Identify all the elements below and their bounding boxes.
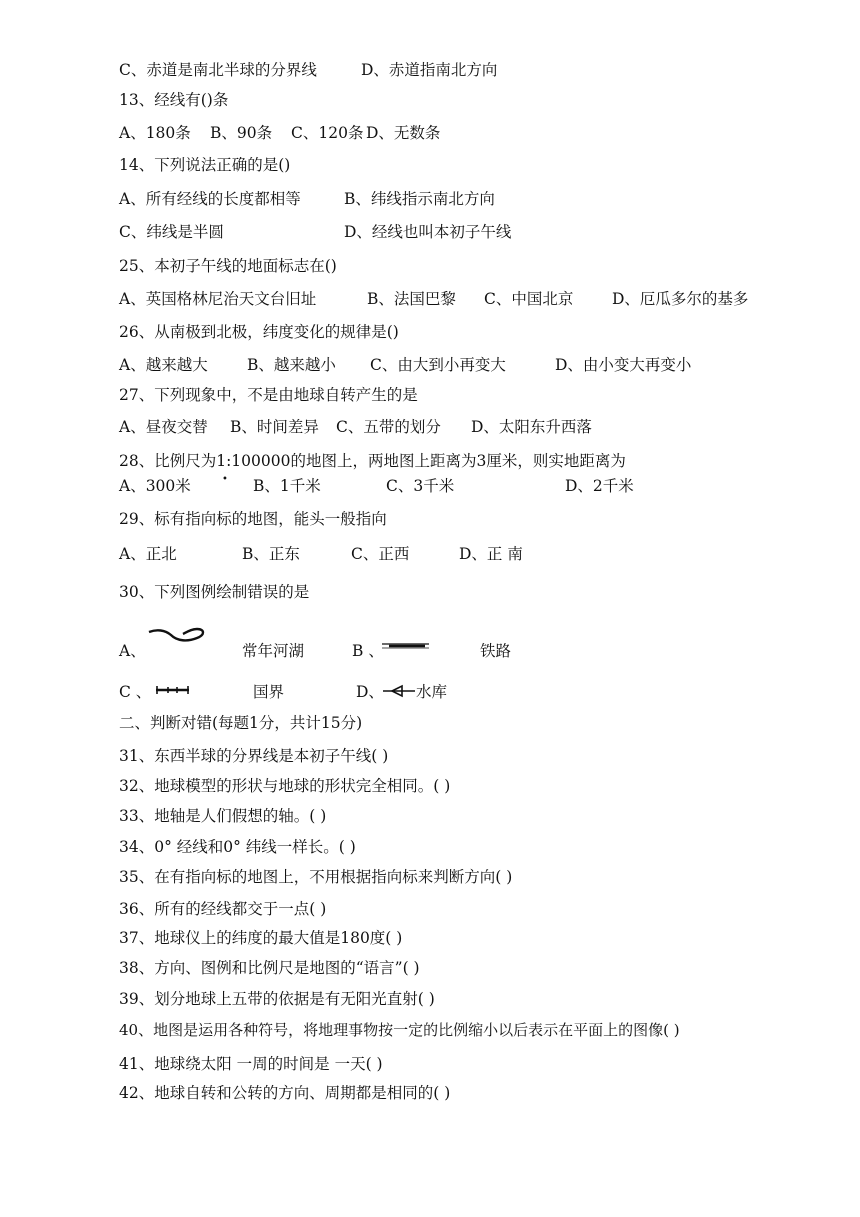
option-d: D、无数条 xyxy=(366,124,441,142)
question-38: 38、方向、图例和比例尺是地图的“语言”( ) xyxy=(119,959,420,977)
option-d: D、太阳东升西落 xyxy=(471,418,592,436)
section-2-heading: 二、判断对错(每题1分，共计15分) xyxy=(119,714,363,732)
option-c: C、五带的划分 xyxy=(336,418,441,436)
option-a: A、昼夜交替 xyxy=(119,418,208,436)
option-d: D、赤道指南北方向 xyxy=(361,61,498,79)
option-c: C、中国北京 xyxy=(484,290,574,308)
question-37: 37、地球仪上的纬度的最大值是180度( ) xyxy=(119,929,403,947)
option-d: D、经线也叫本初子午线 xyxy=(344,223,512,241)
option-b: B、法国巴黎 xyxy=(367,290,456,308)
question-27: 27、下列现象中，不是由地球自转产生的是 xyxy=(119,386,418,404)
option-c: C、正西 xyxy=(351,545,410,563)
railway-symbol-icon xyxy=(381,640,431,652)
question-41: 41、地球绕太阳 一周的时间是 一天( ) xyxy=(119,1055,383,1073)
option-c: C、120条 xyxy=(291,124,364,142)
option-a: A、正北 xyxy=(119,545,177,563)
question-26: 26、从南极到北极，纬度变化的规律是() xyxy=(119,323,399,341)
option-a: A、越来越大 xyxy=(119,356,208,374)
border-symbol-icon xyxy=(155,684,191,696)
option-d: D、2千米 xyxy=(565,477,634,495)
option-d: D、正 南 xyxy=(459,545,523,563)
reservoir-symbol-icon xyxy=(382,684,416,698)
option-b: B、越来越小 xyxy=(247,356,336,374)
option-c: C、由大到小再变大 xyxy=(370,356,506,374)
option-c: C、纬线是半圆 xyxy=(119,223,224,241)
option-d: D、由小变大再变小 xyxy=(555,356,692,374)
option-b: B、1千米 xyxy=(253,477,321,495)
option-c: C、3千米 xyxy=(386,477,455,495)
question-28: 28、比例尺为1:100000的地图上，两地图上距离为3厘米，则实地距离为 xyxy=(119,452,626,470)
question-32: 32、地球模型的形状与地球的形状完全相同。( ) xyxy=(119,777,451,795)
legend-label-railway: 铁路 xyxy=(480,642,512,660)
option-b: B、纬线指示南北方向 xyxy=(344,190,495,208)
option-a: A、所有经线的长度都相等 xyxy=(119,190,301,208)
option-b: B、正东 xyxy=(242,545,300,563)
option-a: A、180条 xyxy=(119,124,191,142)
option-a: A、英国格林尼治天文台旧址 xyxy=(119,290,317,308)
option-c-letter: C 、 xyxy=(119,683,152,701)
question-35: 35、在有指向标的地图上，不用根据指向标来判断方向( ) xyxy=(119,868,513,886)
option-b-letter: B 、 xyxy=(352,642,384,660)
question-33: 33、地轴是人们假想的轴。( ) xyxy=(119,807,327,825)
question-42: 42、地球自转和公转的方向、周期都是相同的( ) xyxy=(119,1084,451,1102)
option-d: D、厄瓜多尔的基多 xyxy=(612,290,749,308)
question-40: 40、地图是运用各种符号，将地理事物按一定的比例缩小以后表示在平面上的图像( ) xyxy=(119,1021,680,1039)
question-36: 36、所有的经线都交于一点( ) xyxy=(119,900,327,918)
question-14: 14、下列说法正确的是() xyxy=(119,156,291,174)
option-a: A、300米 xyxy=(119,477,191,495)
option-b: B、90条 xyxy=(210,124,273,142)
option-c: C、赤道是南北半球的分界线 xyxy=(119,61,317,79)
option-d-letter: D、 xyxy=(356,683,384,701)
question-25: 25、本初子午线的地面标志在() xyxy=(119,257,337,275)
legend-label-reservoir: 水库 xyxy=(416,683,448,701)
question-34: 34、0° 经线和0° 纬线一样长。( ) xyxy=(119,838,356,856)
question-30: 30、下列图例绘制错误的是 xyxy=(119,583,310,601)
option-b: B、时间差异 xyxy=(230,418,319,436)
lake-river-symbol-icon xyxy=(147,626,207,648)
option-a-letter: A、 xyxy=(119,642,146,660)
stray-dot-mark: • xyxy=(222,474,228,485)
question-29: 29、标有指向标的地图，能头一般指向 xyxy=(119,510,387,528)
legend-label-border: 国界 xyxy=(253,683,285,701)
legend-label-lake: 常年河湖 xyxy=(242,642,305,660)
question-31: 31、东西半球的分界线是本初子午线( ) xyxy=(119,747,389,765)
question-39: 39、划分地球上五带的依据是有无阳光直射( ) xyxy=(119,990,435,1008)
question-13: 13、经线有()条 xyxy=(119,91,229,109)
